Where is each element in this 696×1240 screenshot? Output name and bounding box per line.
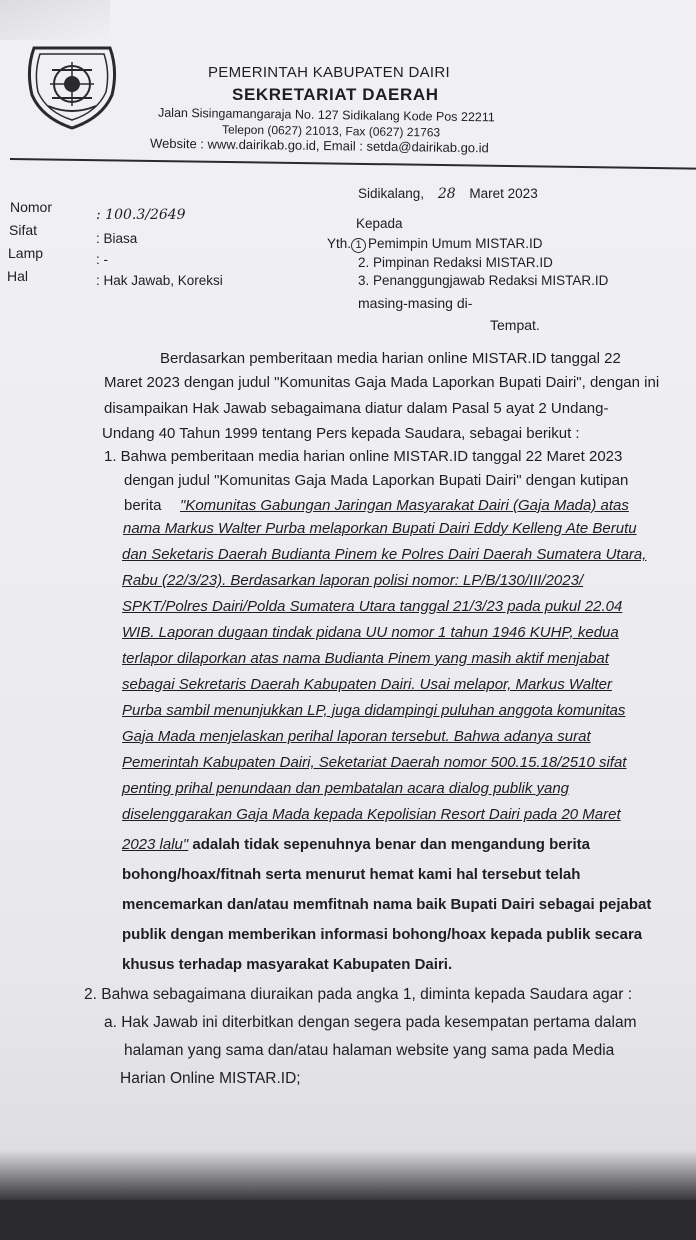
kepada-label: Kepada <box>356 216 403 231</box>
quote-line-10: Gaja Mada menjelaskan perihal laporan tersebut. Bahwa adanya surat <box>122 728 591 745</box>
header-divider <box>10 158 696 170</box>
quote-line-5: SPKT/Polres Dairi/Polda Sumatera Utara tanggal 21/3/23 pada pukul 22.04 <box>122 598 623 615</box>
quote-line-4: Rabu (22/3/23). Berdasarkan laporan polisi nomor: LP/B/130/III/2023/ <box>122 572 584 589</box>
recipient-1-number: 1 <box>351 238 366 253</box>
item2a-line-3: Harian Online MISTAR.ID; <box>120 1070 301 1087</box>
item2a-line-2: halaman yang sama dan/atau halaman website yang sama pada Media <box>124 1042 615 1059</box>
yth-label: Yth. <box>327 236 352 251</box>
recipient-2-number: 2. <box>358 255 370 270</box>
quote-line-3: dan Seketaris Daerah Budianta Pinem ke Polres Dairi Daerah Sumatera Utara, <box>122 546 647 563</box>
item2a-line-1: a. Hak Jawab ini diterbitkan dengan segera pada kesempatan pertama dalam <box>104 1014 637 1031</box>
recipient-2 <box>358 255 553 270</box>
recipient-1 <box>327 236 543 253</box>
nomor-label: Nomor <box>10 199 53 215</box>
quote-line-9: Purba sambil menunjukkan LP, juga didampingi puluhan anggota komunitas <box>122 702 626 719</box>
kabupaten-dairi-emblem-icon <box>22 40 122 130</box>
paper-fold-shade <box>0 0 110 40</box>
quote-line-6: WIB. Laporan dugaan tindak pidana UU nomor 1 tahun 1946 KUHP, kedua <box>122 624 619 641</box>
item1-line-1: 1. Bahwa pemberitaan media harian online MISTAR.ID tanggal 22 Maret 2023 <box>104 448 623 465</box>
sifat-value: : Biasa <box>96 231 138 246</box>
nomor-value: : 100.3/2649 <box>96 207 186 223</box>
recipient-3 <box>358 273 608 288</box>
intro-line-4: Undang 40 Tahun 1999 tentang Pers kepada Saudara, sebagai berikut : <box>102 425 580 442</box>
recipient-3-text: Penanggungjawab Redaksi MISTAR.ID <box>373 273 609 288</box>
bold-line-1: bohong/hoax/fitnah serta menurut hemat kami hal tersebut telah <box>122 866 581 883</box>
header-phone: Telepon (0627) 21013, Fax (0627) 21763 <box>221 122 441 140</box>
item2-line: 2. Bahwa sebagaimana diuraikan pada angka 1, diminta kepada Saudara agar : <box>84 986 633 1003</box>
tempat: Tempat. <box>490 317 540 333</box>
intro-line-1: Berdasarkan pemberitaan media harian online MISTAR.ID tanggal 22 <box>160 350 621 367</box>
date-place: Sidikalang, <box>358 186 425 201</box>
masing-masing: masing-masing di- <box>358 295 473 311</box>
header-secretariat: SEKRETARIAT DAERAH <box>232 85 439 104</box>
quote-line-1: "Komunitas Gabungan Jaringan Masyarakat Dairi (Gaja Mada) atas <box>180 497 629 514</box>
intro-line-3: disampaikan Hak Jawab sebagaimana diatur dalam Pasal 5 ayat 2 Undang- <box>104 400 609 417</box>
bold-line-3: publik dengan memberikan informasi bohong/hoax kepada publik secara <box>122 926 643 943</box>
bold-line-4: khusus terhadap masyarakat Kabupaten Dairi. <box>122 956 453 973</box>
recipient-3-number: 3. <box>358 273 370 288</box>
quote-tail: adalah tidak sepenuhnya benar dan mengandung berita <box>188 836 590 853</box>
hal-label: Hal <box>7 268 29 284</box>
letter-date <box>358 186 538 202</box>
intro-line-2: Maret 2023 dengan judul "Komunitas Gaja Mada Laporkan Bupati Dairi", dengan ini <box>104 374 660 391</box>
hal-value: : Hak Jawab, Koreksi <box>96 273 223 288</box>
quote-end: 2023 lalu" <box>122 836 189 853</box>
item1-line-2: dengan judul "Komunitas Gaja Mada Laporkan Bupati Dairi" dengan kutipan <box>124 472 629 489</box>
bottom-shadow <box>0 1150 696 1240</box>
date-day: 28 <box>437 186 456 202</box>
quote-line-13: diselenggarakan Gaja Mada kepada Kepolisian Resort Dairi pada 20 Maret <box>122 806 621 823</box>
header-address: Jalan Sisingamangaraja No. 127 Sidikalang Kode Pos 22211 <box>157 105 495 125</box>
quote-line-14 <box>122 836 590 853</box>
lamp-label: Lamp <box>8 245 44 261</box>
item1-line-3: berita <box>124 497 162 514</box>
quote-line-11: Pemerintah Kabupaten Dairi, Seketariat Daerah nomor 500.15.18/2510 sifat <box>122 754 627 771</box>
date-month-year: Maret 2023 <box>469 186 538 201</box>
sifat-label: Sifat <box>9 222 38 238</box>
quote-line-8: sebagai Sekretaris Daerah Kabupaten Dairi. Usai melapor, Markus Walter <box>122 676 612 693</box>
recipient-2-text: Pimpinan Redaksi MISTAR.ID <box>373 255 553 270</box>
header-government: PEMERINTAH KABUPATEN DAIRI <box>208 64 450 81</box>
lamp-value: : - <box>96 252 108 267</box>
quote-line-7: terlapor dilaporkan atas nama Budianta Pinem yang masih aktif menjabat <box>122 650 609 667</box>
quote-line-12: penting prihal penundaan dan pembatalan acara dialog publik yang <box>122 780 570 797</box>
recipient-1-text: Pemimpin Umum MISTAR.ID <box>368 236 543 251</box>
bold-line-2: mencemarkan dan/atau memfitnah nama baik Bupati Dairi sebagai pejabat <box>122 896 652 913</box>
quote-line-2: nama Markus Walter Purba melaporkan Bupati Dairi Eddy Kelleng Ate Berutu <box>123 520 637 537</box>
header-website: Website : www.dairikab.go.id, Email : setda@dairikab.go.id <box>149 135 489 156</box>
